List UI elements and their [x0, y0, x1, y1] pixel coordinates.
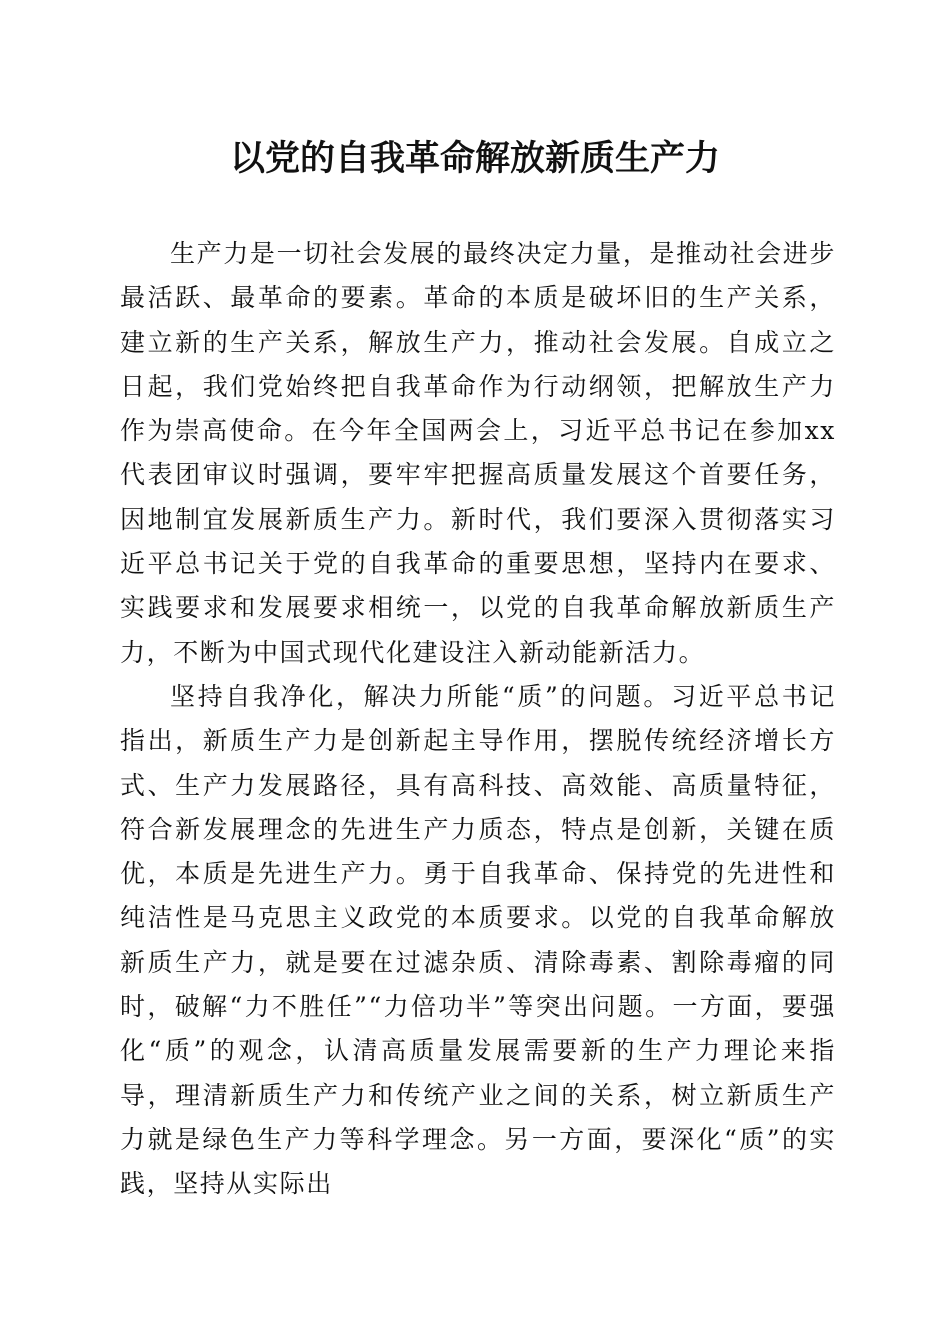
paragraph-2: 坚持自我净化，解决力所能“质”的问题。习近平总书记指出，新质生产力是创新起主导作用，摆脱传统经济增长方式、生产力发展路径，具有高科技、高效能、高质量特征，符合新发展理念的先进生产力质态，特点是创新，关键在质优，本质是先进生产力。勇于自我革命、保持党的先进性和纯洁性是马克思主义政党的本质要求。以党的自我革命解放新质生产力，就是要在过滤杂质、清除毒素、割除毒瘤的同时，破解“力不胜任”“力倍功半”等突出问题。一方面，要强化“质”的观念，认清高质量发展需要新的生产力理论来指导，理清新质生产力和传统产业之间的关系，树立新质生产力就是绿色生产力等科学理念。另一方面，要深化“质”的实践，坚持从实际出 [120, 681, 836, 1199]
document-body [120, 232, 836, 1207]
document-title: 以党的自我革命解放新质生产力 [229, 138, 720, 179]
paragraph-1: 生产力是一切社会发展的最终决定力量，是推动社会进步最活跃、最革命的要素。革命的本质是破坏旧的生产关系，建立新的生产关系，解放生产力，推动社会发展。自成立之日起，我们党始终把自我革命作为行动纲领，把解放生产力作为崇高使命。在今年全国两会上，习近平总书记在参加xx代表团审议时强调，要牢牢把握高质量发展这个首要任务，因地制宜发展新质生产力。新时代，我们要深入贯彻落实习近平总书记关于党的自我革命的重要思想，坚持内在要求、实践要求和发展要求相统一，以党的自我革命解放新质生产力，不断为中国式现代化建设注入新动能新活力。 [120, 239, 836, 667]
